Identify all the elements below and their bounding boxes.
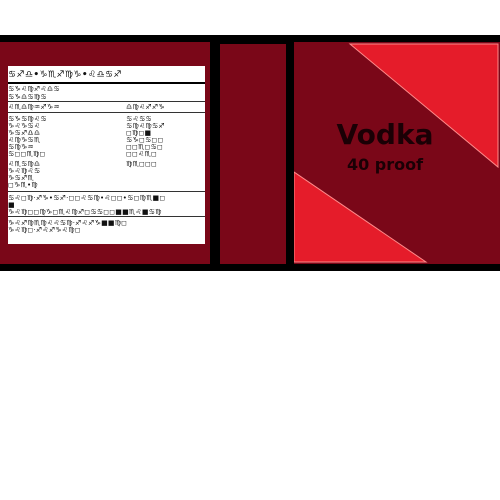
- left-row-6: ♋◻◻♏♍◻: [8, 150, 46, 158]
- right-row-1: ♋♌♋♋: [126, 115, 152, 123]
- footnote-line-5: ♑♌♍◻·♐♌♐♑♌♍◻: [8, 226, 81, 234]
- left-row-4: ♌♍♑♋♏: [8, 136, 41, 144]
- alcohol-proof: 40 proof: [346, 155, 424, 174]
- title-rule: [8, 82, 205, 84]
- header-line-2: ♋♑♎♋♍♋: [8, 93, 47, 101]
- footnote-line-1: ♋♌◻♍·♐♑•♋♐·◻◻♌♋♍•♌◻◻•♋◻♍♏■◻: [8, 194, 166, 202]
- left-row-5: ♋♍♑♒: [8, 143, 34, 151]
- section-rule: [8, 112, 205, 113]
- brand-name: Vodka: [336, 118, 434, 151]
- group-left-row-4: ◻♑♏•♍: [8, 181, 38, 189]
- footnote-rule-2: [8, 216, 205, 217]
- right-row-3: ◻♍◻■: [126, 129, 152, 137]
- label-title: ♋♐♎•♑♏♐♍♑•♌♎♋♐: [8, 70, 122, 80]
- footnote-line-2: ■: [8, 201, 15, 209]
- section-left-heading: ♌♏♎♍♒♐♑♒: [8, 103, 60, 111]
- right-row-2: ♋♍♌♍♋♐: [126, 122, 165, 130]
- nutrition-label: [8, 66, 205, 244]
- right-row-4: ♋♑◻♋◻◻: [126, 136, 164, 144]
- right-row-5: ◻◻♏◻♋◻: [126, 143, 163, 151]
- header-line-1: ♋♑♌♍♐♌♎♋: [8, 85, 60, 93]
- triangle-decorations: [294, 42, 500, 264]
- left-row-2: ♑♌♑♋♌: [8, 122, 41, 130]
- group-left-row-1: ♌♏♋♍♎: [8, 160, 41, 168]
- left-row-3: ♑♋♐♎♎: [8, 129, 41, 137]
- section-right-heading: ♎♍♌♐♐♑: [126, 103, 165, 111]
- bottom-left-triangle: [294, 172, 426, 262]
- right-row-6: ◻◻♌♏◻: [126, 150, 157, 158]
- left-row-1: ♋♑♋♍♌♋: [8, 115, 47, 123]
- group-left-row-2: ♑♌♍♌♋: [8, 167, 41, 175]
- front-panel: [294, 42, 500, 264]
- side-panel: [220, 44, 286, 264]
- header-rule: [8, 101, 205, 102]
- group-left-row-3: ♑♋♐♏: [8, 174, 34, 182]
- footnote-line-3: ♑♌♍◻◻♍♑◻♏♌♍♐◻♋♋◻◻■■♏♌■♋♍: [8, 208, 162, 216]
- footnote-rule: [8, 191, 205, 192]
- group-right-row-1: ♍♏◻◻◻: [126, 160, 157, 168]
- footnote-line-4: ♑♌♐♍♏♍♌♌♋♍·♐♌♐♑■■♍◻: [8, 219, 128, 227]
